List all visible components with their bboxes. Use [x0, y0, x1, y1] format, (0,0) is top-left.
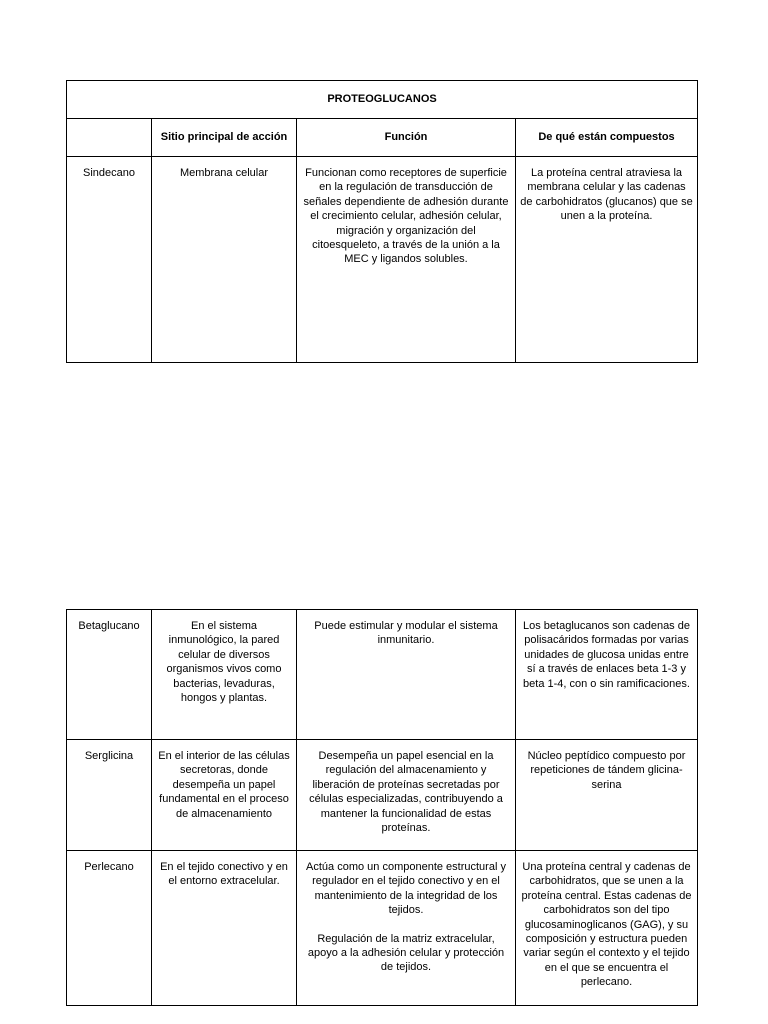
table-row	[67, 851, 698, 1006]
header-name	[67, 119, 152, 157]
row-composition: Una proteína central y cadenas de carbohidratos, que se unen a la proteína central. Estas cadenas de carbohidratos son del tipo glucosaminoglicanos (GAG), y su composición y estructura pueden variar según el contexto y el tejido en el que se encuentra el perlecano.	[516, 851, 698, 1006]
header-row	[67, 119, 698, 157]
header-site: Sitio principal de acción	[152, 119, 297, 157]
header-function: Función	[297, 119, 516, 157]
row-composition: Los betaglucanos son cadenas de polisacáridos formadas por varias unidades de glucosa unidas entre sí a través de enlaces beta 1-3 y beta 1-4, con o sin ramificaciones.	[516, 610, 698, 740]
table-title: PROTEOGLUCANOS	[67, 81, 698, 119]
table-row	[67, 157, 698, 363]
row-name: Perlecano	[67, 851, 152, 1006]
row-composition: Núcleo peptídico compuesto por repeticiones de tándem glicina-serina	[516, 740, 698, 851]
row-function	[297, 157, 516, 363]
table-row	[67, 610, 698, 740]
row-name: Serglicina	[67, 740, 152, 851]
function-paragraph: Actúa como un componente estructural y regulador en el tejido conectivo y en el mantenimiento de la integridad de los tejidos.	[306, 861, 506, 917]
row-name: Betaglucano	[67, 610, 152, 740]
row-site: En el interior de las células secretoras, donde desempeña un papel fundamental en el proceso de almacenamiento	[152, 740, 297, 851]
table-row	[67, 740, 698, 851]
row-function	[297, 740, 516, 851]
row-composition: La proteína central atraviesa la membrana celular y las cadenas de carbohidratos (glucanos) que se unen a la proteína.	[516, 157, 698, 363]
header-composition: De qué están compuestos	[516, 119, 698, 157]
row-function	[297, 610, 516, 740]
proteoglycan-table-bottom	[66, 609, 698, 1006]
function-paragraph: Regulación de la matriz extracelular, apoyo a la adhesión celular y protección de tejidos.	[307, 932, 505, 974]
row-site: En el tejido conectivo y en el entorno extracelular.	[152, 851, 297, 1006]
title-row	[67, 81, 698, 119]
function-paragraph: Desempeña un papel esencial en la regulación del almacenamiento y liberación de proteínas secretadas por células especializadas, contribuyendo a mantener la funcionalidad de estas proteínas.	[309, 750, 503, 835]
proteoglycan-table-top	[66, 80, 698, 363]
row-site: En el sistema inmunológico, la pared celular de diversos organismos vivos como bacterias, levaduras, hongos y plantas.	[152, 610, 297, 740]
function-paragraph: Funcionan como receptores de superficie en la regulación de transducción de señales dependiente de adhesión durante el crecimiento celular, adhesión celular, migración y organización del citoesqueleto, a través de la unión a la MEC y ligandos solubles.	[303, 167, 509, 266]
row-name: Sindecano	[67, 157, 152, 363]
row-site: Membrana celular	[152, 157, 297, 363]
row-function	[297, 851, 516, 1006]
function-paragraph: Puede estimular y modular el sistema inmunitario.	[314, 620, 498, 647]
